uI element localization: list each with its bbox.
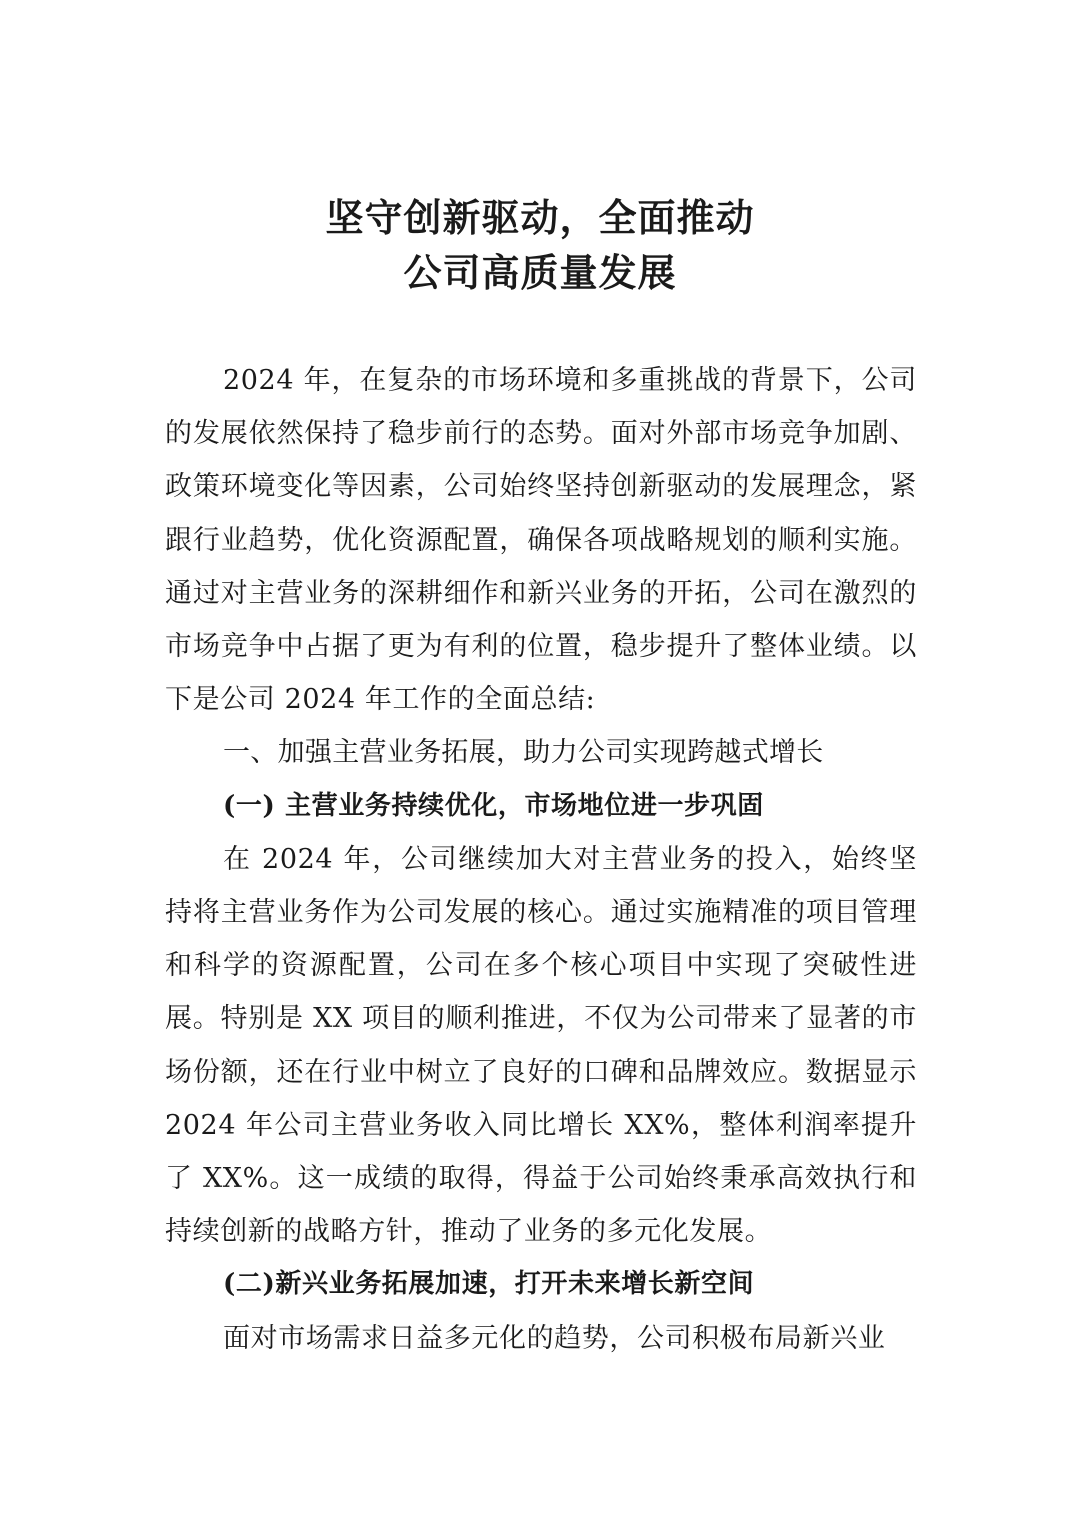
- subsection-2-paragraph: 面对市场需求日益多元化的趋势，公司积极布局新兴业: [223, 1322, 886, 1354]
- document-body: [165, 354, 917, 1365]
- section-1-heading: 一、加强主营业务拓展，助力公司实现跨越式增长: [223, 737, 824, 769]
- subsection-2-heading: (二)新兴业务拓展加速，打开未来增长新空间: [223, 1269, 755, 1300]
- intro-paragraph: 2024 年，在复杂的市场环境和多重挑战的背景下，公司的发展依然保持了稳步前行的态势。面对外部市场竞争加剧、政策环境变化等因素，公司始终坚持创新驱动的发展理念，紧跟行业趋势，优化资源配置，确保各项战略规划的顺利实施。通过对主营业务的深耕细作和新兴业务的开拓，公司在激烈的市场竞争中占据了更为有利的位置，稳步提升了整体业绩。以下是公司 2024 年工作的全面总结:: [165, 365, 917, 716]
- document-title-line-1: 坚守创新驱动，全面推动: [325, 196, 755, 240]
- subsection-1-heading: (一) 主营业务持续优化，市场地位进一步巩固: [223, 790, 764, 821]
- document-title-line-2: 公司高质量发展: [403, 251, 677, 295]
- subsection-1-paragraph: 在 2024 年，公司继续加大对主营业务的投入，始终坚持将主营业务作为公司发展的核心。通过实施精准的项目管理和科学的资源配置，公司在多个核心项目中实现了突破性进展。特别是 XX 项目的顺利推进，不仅为公司带来了显著的市场份额，还在行业中树立了良好的口碑和品牌效应。数据显示 2024 年公司主营业务收入同比增长 XX%，整体利润率提升了 XX%。这一成绩的取得，得益于公司始终秉承高效执行和持续创新的战略方针，推动了业务的多元化发展。: [165, 843, 917, 1248]
